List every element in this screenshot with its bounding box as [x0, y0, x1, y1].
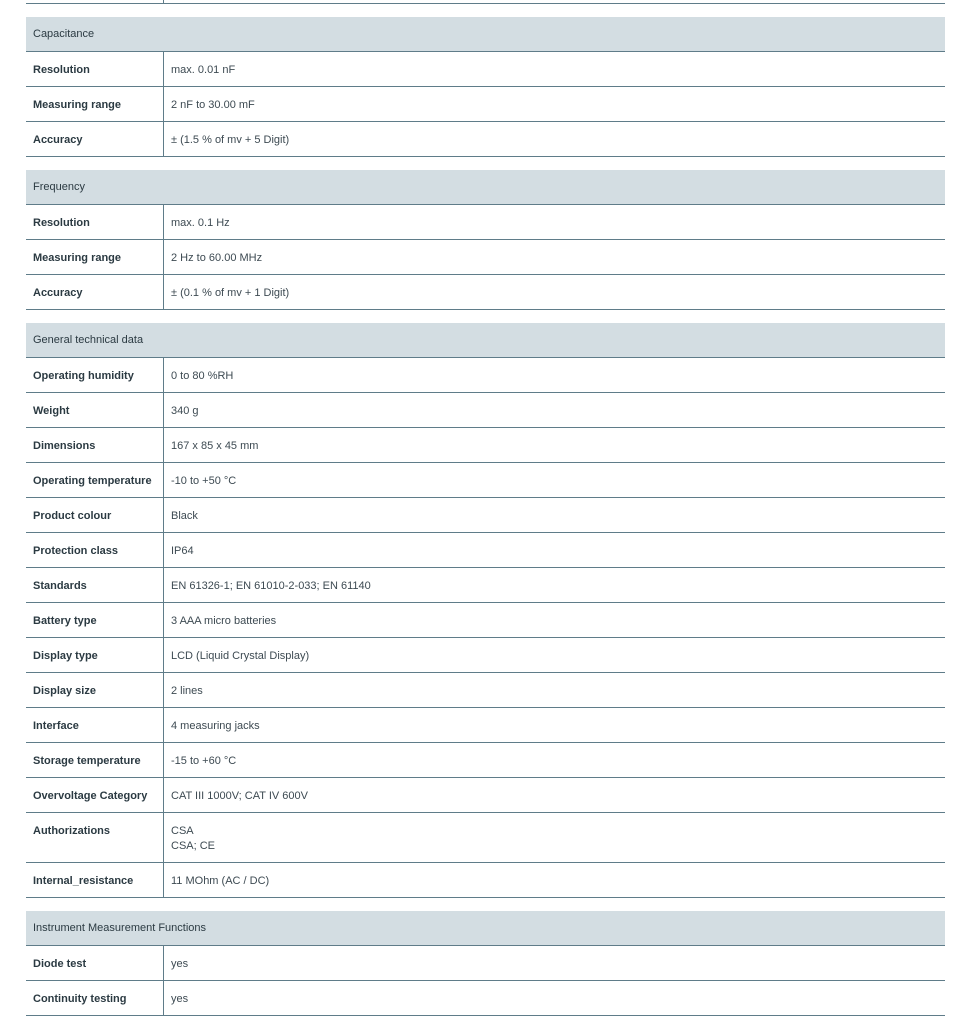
row-value: 11 MOhm (AC / DC)	[171, 875, 270, 887]
row-label: Resolution	[26, 205, 164, 239]
table-row	[26, 568, 945, 603]
row-label: Accuracy	[26, 275, 164, 309]
table-row	[26, 240, 945, 275]
row-label: Display size	[26, 673, 164, 707]
row-value: yes	[171, 993, 189, 1005]
row-value: ± (1.5 % of mv + 5 Digit)	[171, 134, 290, 146]
section-header: General technical data	[26, 323, 945, 358]
section-header: Capacitance	[26, 17, 945, 52]
row-value: 2 lines	[171, 685, 203, 697]
row-label: Resolution	[26, 52, 164, 86]
section-header: Instrument Measurement Functions	[26, 911, 945, 946]
table-row	[26, 673, 945, 708]
row-value: EN 61326-1; EN 61010-2-033; EN 61140	[171, 580, 371, 592]
row-value: -10 to +50 °C	[171, 475, 237, 487]
row-label: Operating temperature	[26, 463, 164, 497]
row-value: LCD (Liquid Crystal Display)	[171, 650, 310, 662]
table-row	[26, 981, 945, 1016]
row-label: Weight	[26, 393, 164, 427]
table-row	[26, 813, 945, 863]
row-value: CSA CSA; CE	[171, 825, 216, 852]
table-row	[26, 87, 945, 122]
row-label: Overvoltage Category	[26, 778, 164, 812]
table-row	[26, 358, 945, 393]
table-row	[26, 122, 945, 157]
row-label: Interface	[26, 708, 164, 742]
table-row	[26, 393, 945, 428]
row-label: Continuity testing	[26, 981, 164, 1015]
row-value: Black	[171, 510, 198, 522]
table-row	[26, 52, 945, 87]
row-value: 2 nF to 30.00 mF	[171, 99, 255, 111]
table-row	[26, 205, 945, 240]
section-gap	[26, 4, 945, 17]
row-label: Diode test	[26, 946, 164, 980]
row-value: -15 to +60 °C	[171, 755, 237, 767]
table-row	[26, 946, 945, 981]
row-label: Measuring range	[26, 87, 164, 121]
row-label: Authorizations	[26, 813, 164, 862]
row-label: Standards	[26, 568, 164, 602]
section-header: Frequency	[26, 170, 945, 205]
row-label: Storage temperature	[26, 743, 164, 777]
row-label: Operating humidity	[26, 358, 164, 392]
table-row	[26, 428, 945, 463]
row-value: 2 Hz to 60.00 MHz	[171, 252, 263, 264]
spec-section	[26, 911, 945, 1016]
row-label	[26, 0, 164, 3]
row-value: max. 0.1 Hz	[171, 217, 230, 229]
table-row	[26, 638, 945, 673]
row-label: Internal_resistance	[26, 863, 164, 897]
row-label: Battery type	[26, 603, 164, 637]
row-label: Accuracy	[26, 122, 164, 156]
row-label: Measuring range	[26, 240, 164, 274]
table-row	[26, 863, 945, 898]
spec-section	[26, 323, 945, 898]
row-value: 0 to 80 %RH	[171, 370, 234, 382]
row-value: IP64	[171, 545, 194, 557]
section-gap	[26, 157, 945, 170]
table-row	[26, 778, 945, 813]
table-row	[26, 533, 945, 568]
row-value: 167 x 85 x 45 mm	[171, 440, 259, 452]
row-label: Product colour	[26, 498, 164, 532]
row-label: Protection class	[26, 533, 164, 567]
table-row	[26, 275, 945, 310]
table-row	[26, 498, 945, 533]
table-row	[26, 708, 945, 743]
row-label: Display type	[26, 638, 164, 672]
row-value: ± (0.1 % of mv + 1 Digit)	[171, 287, 290, 299]
table-row	[26, 743, 945, 778]
row-value: 4 measuring jacks	[171, 720, 260, 732]
row-label: Dimensions	[26, 428, 164, 462]
section-gap	[26, 310, 945, 323]
table-row	[26, 463, 945, 498]
row-value: 340 g	[171, 405, 199, 417]
row-value	[164, 0, 945, 3]
table-row	[26, 603, 945, 638]
section-gap	[26, 898, 945, 911]
row-value: max. 0.01 nF	[171, 64, 236, 76]
spec-section	[26, 17, 945, 157]
spec-section	[26, 170, 945, 310]
row-value: CAT III 1000V; CAT IV 600V	[171, 790, 308, 802]
row-value: yes	[171, 958, 189, 970]
spec-table	[26, 0, 945, 1016]
row-value: 3 AAA micro batteries	[171, 615, 277, 627]
